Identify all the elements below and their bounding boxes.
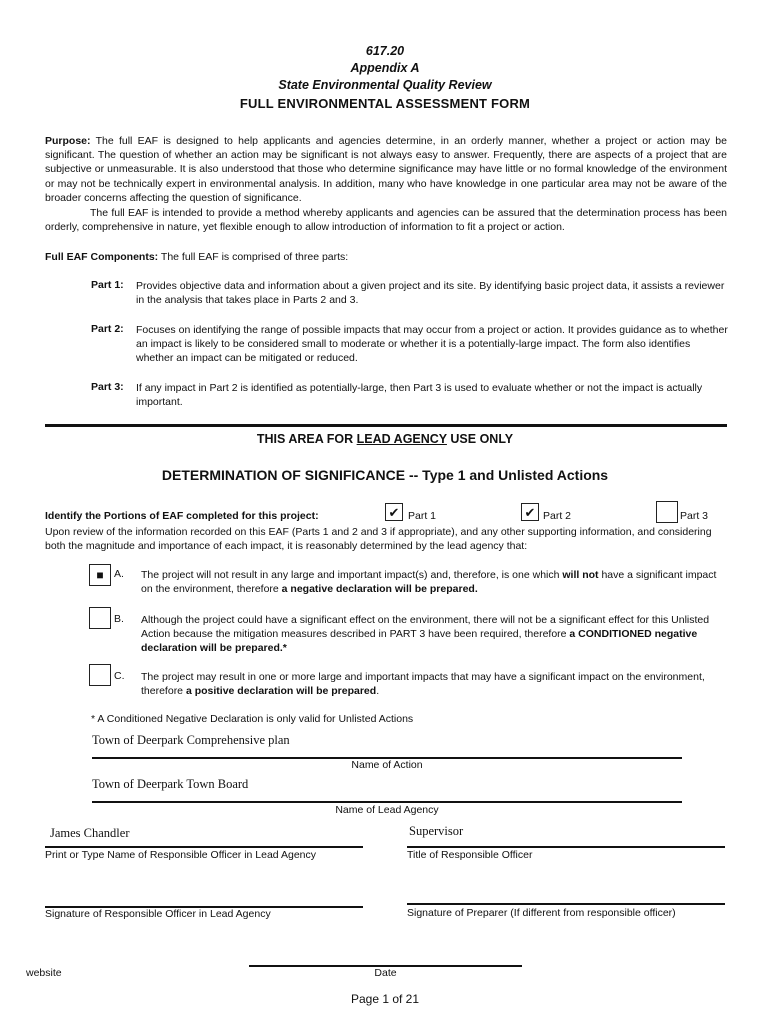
responsible-officer-caption: Print or Type Name of Responsible Officer in Lead Agency	[45, 849, 317, 861]
part3-checkbox-label: Part 3	[680, 510, 709, 522]
option-b-text-1: Although the project could have a significant effect on the environment, there will not be a significant effect for this Unlisted Action because the mitigation measures described in PART 3 have been required, therefore	[141, 614, 710, 641]
lead-agency-caption: Name of Lead Agency	[335, 804, 439, 816]
check-icon: ✔	[388, 504, 400, 520]
lead-agency-line	[92, 801, 682, 803]
option-c-text-1: The project may result in one or more large and important impacts that may have a significant impact on the environment, therefore	[141, 671, 705, 698]
part1-checkbox[interactable]	[385, 503, 403, 521]
option-a-text	[141, 568, 727, 596]
purpose-label: Purpose:	[45, 135, 91, 147]
responsible-officer-line	[45, 846, 363, 848]
option-c-checkbox[interactable]	[89, 664, 111, 686]
officer-title-caption: Title of Responsible Officer	[407, 849, 533, 861]
website-label: website	[26, 967, 62, 979]
section-number: 617.20	[365, 44, 405, 58]
option-a-text-1: The project will not result in any large and important impact(s) and, therefore, is one which	[141, 569, 563, 581]
part3-text: If any impact in Part 2 is identified as potentially-large, then Part 3 is used to evaluate whether or not the impact is actually important.	[136, 382, 703, 409]
part1-label: Part 1:	[91, 279, 124, 291]
option-b-text	[141, 613, 727, 656]
option-c-text	[141, 670, 727, 698]
option-b-bold-1: a CONDITIONED negative declaration will be prepared.*	[141, 628, 698, 655]
option-b-checkbox[interactable]	[89, 607, 111, 629]
option-a-bold-1: will not	[562, 569, 599, 581]
responsible-officer-value[interactable]: James Chandler	[50, 826, 130, 840]
lead-agency-value[interactable]: Town of Deerpark Town Board	[92, 777, 249, 791]
footnote: * A Conditioned Negative Declaration is only valid for Unlisted Actions	[91, 713, 414, 725]
identify-portions-label: Identify the Portions of EAF completed for this project:	[45, 510, 319, 522]
option-a-bold-2: a negative declaration will be prepared.	[281, 583, 478, 596]
lead-agency-suffix: USE ONLY	[446, 432, 514, 446]
date-caption: Date	[374, 967, 397, 979]
name-of-action-caption: Name of Action	[351, 759, 423, 771]
part2-checkbox[interactable]	[521, 503, 539, 521]
officer-title-line	[407, 846, 725, 848]
part1-checkbox-label: Part 1	[408, 510, 437, 522]
option-a-checkbox[interactable]	[89, 564, 111, 586]
part2-checkbox-label: Part 2	[543, 510, 572, 522]
components-paragraph	[45, 250, 727, 264]
check-icon: ✔	[524, 504, 536, 520]
option-b-letter: B.	[114, 613, 124, 625]
review-text: Upon review of the information recorded on this EAF (Parts 1 and 2 and 3 if appropriate), and any other supporting information, and considering both the magnitude and importance of each impact, it is reasonably determined by the lead agency that:	[45, 526, 712, 553]
lead-agency-heading	[0, 432, 770, 446]
components-text: The full EAF is comprised of three parts:	[158, 251, 349, 263]
option-c-text-2: .	[376, 685, 380, 698]
part1-text: Provides objective data and information about a given project and its site. By identifying basic project data, it assists a reviewer in the analysis that takes place in Parts 2 and 3.	[136, 280, 725, 307]
determination-title: DETERMINATION OF SIGNIFICANCE -- Type 1 and Unlisted Actions	[161, 467, 609, 483]
purpose-paragraph-2: The full EAF is intended to provide a method whereby applicants and agencies can be assured that the determination process has been orderly, comprehensive in nature, yet flexible enough to allow introduction of information to fit a project or action.	[45, 207, 727, 234]
purpose-text: The full EAF is designed to help applicants and agencies determine, in an orderly manner, whether a project or action may be significant. The question of whether an action may be significant is not always easy to answer. Frequently, there are aspects of a project that are subjective or unmeasurable. It is also understood that those who determine significance may have little or no formal knowledge of the environment or may not be technically expert in environmental analysis. In addition, many who have knowledge in one particular area may not be aware of the broader concerns affecting the question of significance.	[45, 135, 727, 204]
name-of-action-value[interactable]: Town of Deerpark Comprehensive plan	[92, 733, 290, 747]
form-title: FULL ENVIRONMENTAL ASSESSMENT FORM	[239, 96, 531, 111]
section-divider	[45, 424, 727, 427]
part3-label: Part 3:	[91, 381, 124, 393]
option-a-text-2: have a significant impact on the environment, therefore	[141, 569, 717, 596]
review-label: State Environmental Quality Review	[278, 78, 492, 92]
page-number: Page 1 of 21	[350, 992, 420, 1006]
lead-agency-prefix: THIS AREA FOR	[256, 432, 357, 446]
option-c-bold-1: a positive declaration will be prepared	[185, 685, 377, 698]
appendix-label: Appendix A	[350, 61, 420, 75]
signature-preparer-line[interactable]	[407, 903, 725, 905]
option-a-letter: A.	[114, 568, 124, 580]
signature-preparer-caption: Signature of Preparer (If different from responsible officer)	[407, 907, 676, 919]
officer-title-value[interactable]: Supervisor	[409, 824, 464, 838]
option-c-letter: C.	[114, 670, 125, 682]
purpose-paragraph	[45, 134, 727, 205]
components-label: Full EAF Components:	[45, 251, 159, 263]
lead-agency-underlined: LEAD AGENCY	[356, 432, 447, 446]
part3-checkbox[interactable]	[656, 501, 678, 523]
filled-square-icon: ■	[96, 568, 104, 582]
part2-label: Part 2:	[91, 323, 124, 335]
signature-officer-caption: Signature of Responsible Officer in Lead Agency	[45, 908, 271, 920]
part2-text: Focuses on identifying the range of possible impacts that may occur from a project or action. It provides guidance as to whether an impact is likely to be considered small to moderate or whether it is a potentially-large impact. The form also identifies whether an impact can be mitigated or reduced.	[136, 324, 728, 365]
